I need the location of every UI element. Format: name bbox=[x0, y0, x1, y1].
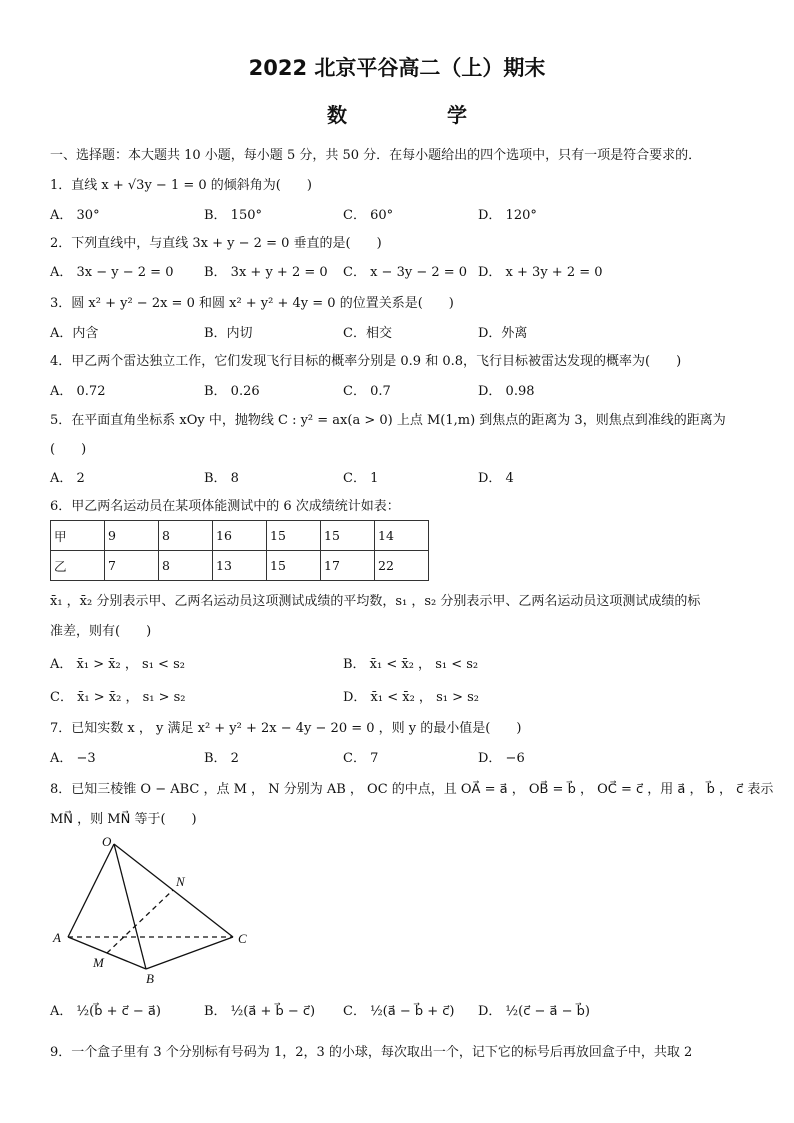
table-cell: 13 bbox=[213, 551, 267, 581]
q8-option-c: C． ½(a⃗ − b⃗ + c⃗) bbox=[343, 1004, 455, 1019]
question-8-stem-2: MN⃗ ，则 MN⃗ 等于( ) bbox=[50, 812, 197, 827]
q5-option-d: D． 4 bbox=[478, 471, 514, 486]
q2-option-b: B． 3x + y + 2 = 0 bbox=[204, 265, 328, 280]
q7-option-c: C． 7 bbox=[343, 751, 379, 766]
table-cell: 15 bbox=[321, 521, 375, 551]
q3-option-d: D．外离 bbox=[478, 326, 528, 341]
q5-option-c: C． 1 bbox=[343, 471, 379, 486]
table-cell: 22 bbox=[375, 551, 429, 581]
q6-option-c: C． x̄₁ > x̄₂ ， s₁ > s₂ bbox=[50, 690, 186, 705]
question-8-stem: 8．已知三棱锥 O − ABC ，点 M ， N 分别为 AB ， OC 的中点，且 OA⃗ = a⃗ ， OB⃗ = b⃗ ， OC⃗ = c⃗ ，用 a⃗ ， b⃗ ， c⃗ 表示 bbox=[50, 782, 774, 797]
question-9-stem: 9．一个盒子里有 3 个分别标有号码为 1，2，3 的小球，每次取出一个，记下它的标号后再放回盒子中，共取 2 bbox=[50, 1045, 693, 1060]
edge-OC bbox=[114, 844, 233, 937]
subject-heading: 数 学 bbox=[327, 103, 507, 127]
q1-option-d: D． 120° bbox=[478, 208, 537, 223]
q7-option-d: D． −6 bbox=[478, 751, 525, 766]
question-2-stem: 2．下列直线中，与直线 3x + y − 2 = 0 垂直的是( ) bbox=[50, 236, 382, 251]
question-5-stem: 5．在平面直角坐标系 xOy 中，抛物线 C : y² = ax(a > 0) 上点 M(1,m) 到焦点的距离为 3，则焦点到准线的距离为 bbox=[50, 413, 726, 428]
label-M: M bbox=[93, 955, 104, 970]
label-O: O bbox=[102, 834, 112, 849]
table-cell: 15 bbox=[267, 551, 321, 581]
q6-option-b: B． x̄₁ < x̄₂ ， s₁ < s₂ bbox=[343, 657, 479, 672]
question-7-stem: 7．已知实数 x ， y 满足 x² + y² + 2x − 4y − 20 = 0 ，则 y 的最小值是( ) bbox=[50, 721, 522, 736]
table-cell: 甲 bbox=[51, 521, 105, 551]
label-A: A bbox=[53, 930, 61, 945]
table-cell: 8 bbox=[159, 521, 213, 551]
q2-option-c: C． x − 3y − 2 = 0 bbox=[343, 265, 468, 280]
question-6-description: x̄₁ ，x̄₂ 分别表示甲、乙两名运动员这项测试成绩的平均数，s₁ ，s₂ 分别表示甲、乙两名运动员这项测试成绩的标 bbox=[50, 594, 701, 609]
q3-option-a: A．内含 bbox=[50, 326, 99, 341]
q8-option-d: D． ½(c⃗ − a⃗ − b⃗) bbox=[478, 1004, 590, 1019]
q3-option-b: B．内切 bbox=[204, 326, 253, 341]
q5-option-a: A． 2 bbox=[50, 471, 85, 486]
q8-option-b: B． ½(a⃗ + b⃗ − c⃗) bbox=[204, 1004, 316, 1019]
q1-option-b: B． 150° bbox=[204, 208, 262, 223]
q6-option-d: D． x̄₁ < x̄₂ ， s₁ > s₂ bbox=[343, 690, 479, 705]
q7-option-b: B． 2 bbox=[204, 751, 239, 766]
q1-option-c: C． 60° bbox=[343, 208, 394, 223]
section-heading: 一、选择题：本大题共 10 小题，每小题 5 分，共 50 分．在每小题给出的四个选项中，只有一项是符合要求的． bbox=[50, 148, 702, 163]
label-C: C bbox=[238, 931, 247, 946]
table-cell: 乙 bbox=[51, 551, 105, 581]
q2-option-d: D． x + 3y + 2 = 0 bbox=[478, 265, 603, 280]
question-4-stem: 4．甲乙两个雷达独立工作，它们发现飞行目标的概率分别是 0.9 和 0.8，飞行目标被雷达发现的概率为( ) bbox=[50, 354, 682, 369]
table-cell: 9 bbox=[105, 521, 159, 551]
question-5-paren: ( ) bbox=[50, 442, 87, 457]
edge-OB bbox=[114, 844, 146, 969]
question-6-stem: 6．甲乙两名运动员在某项体能测试中的 6 次成绩统计如表： bbox=[50, 499, 400, 514]
question-6-description-2: 准差，则有( ) bbox=[50, 624, 152, 639]
question-1-stem: 1．直线 x + √3y − 1 = 0 的倾斜角为( ) bbox=[50, 178, 312, 193]
q4-option-b: B． 0.26 bbox=[204, 384, 260, 399]
q4-option-d: D． 0.98 bbox=[478, 384, 535, 399]
q8-option-a: A． ½(b⃗ + c⃗ − a⃗) bbox=[50, 1004, 161, 1019]
q5-option-b: B． 8 bbox=[204, 471, 239, 486]
table-cell: 16 bbox=[213, 521, 267, 551]
q3-option-c: C．相交 bbox=[343, 326, 392, 341]
q4-option-a: A． 0.72 bbox=[50, 384, 106, 399]
question-3-stem: 3．圆 x² + y² − 2x = 0 和圆 x² + y² + 4y = 0 的位置关系是( ) bbox=[50, 296, 454, 311]
edge-BC bbox=[146, 937, 233, 969]
q2-option-a: A． 3x − y − 2 = 0 bbox=[50, 265, 174, 280]
table-cell: 14 bbox=[375, 521, 429, 551]
tetrahedron-diagram bbox=[50, 834, 270, 994]
score-table bbox=[50, 520, 429, 581]
table-row bbox=[51, 551, 429, 581]
label-N: N bbox=[176, 874, 185, 889]
table-row bbox=[51, 521, 429, 551]
page-title: 2022 北京平谷高二（上）期末 bbox=[248, 56, 546, 80]
q7-option-a: A． −3 bbox=[50, 751, 96, 766]
table-cell: 17 bbox=[321, 551, 375, 581]
label-B: B bbox=[146, 971, 154, 986]
q1-option-a: A． 30° bbox=[50, 208, 100, 223]
q4-option-c: C． 0.7 bbox=[343, 384, 391, 399]
table-cell: 8 bbox=[159, 551, 213, 581]
q6-option-a: A． x̄₁ > x̄₂ ， s₁ < s₂ bbox=[50, 657, 185, 672]
table-cell: 7 bbox=[105, 551, 159, 581]
edge-OA bbox=[68, 844, 114, 937]
table-cell: 15 bbox=[267, 521, 321, 551]
